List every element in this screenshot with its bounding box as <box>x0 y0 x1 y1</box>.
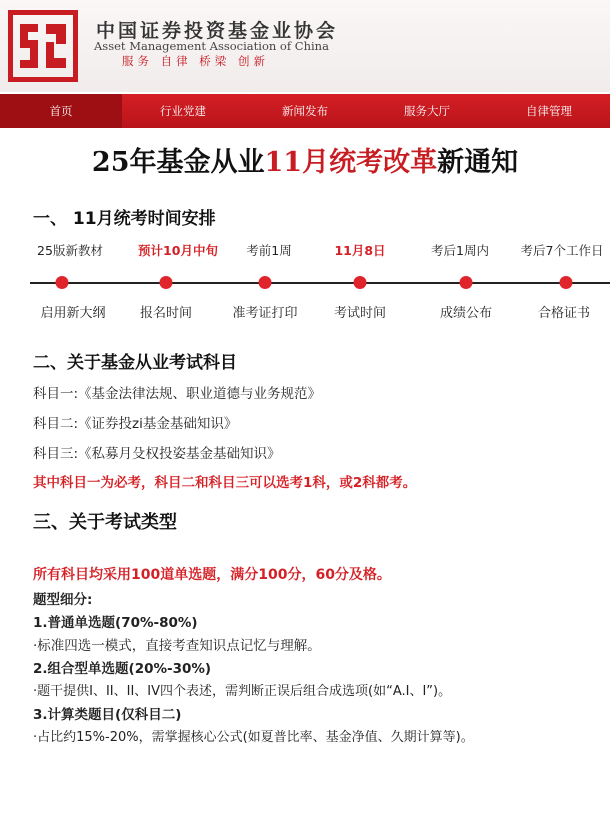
timeline-axis <box>30 282 610 284</box>
nav-item-self-regulation[interactable]: 自律管理 <box>526 104 572 118</box>
title-part-3: 新通知 <box>437 147 519 178</box>
nav-item-news[interactable]: 新闻发布 <box>282 104 328 118</box>
page-title <box>0 140 610 179</box>
timeline-top-label: 考后1周内 <box>431 243 489 258</box>
title-part-1: 25年基金从业 <box>91 147 265 178</box>
exam-type-line: ·占比约15%-20%，需掌握核心公式(如夏普比率、基金净值、久期计算等)。 <box>33 730 474 745</box>
timeline-top-label: 11月8日 <box>334 243 386 258</box>
exam-type-line: 2.组合型单选题(20%-30%) <box>33 661 212 677</box>
exam-type-line: 1.普通单选题(70%-80%) <box>33 615 198 631</box>
exam-type-highlight: 所有科目均采用100道单选题，满分100分，60分及格。 <box>33 567 391 583</box>
section-heading-schedule: 一、 11月统考时间安排 <box>33 209 216 229</box>
subject-line: 科目一:《基金法律法规、职业道德与业务规范》 <box>33 386 322 402</box>
nav-item-service[interactable]: 服务大厅 <box>404 104 450 118</box>
timeline-dot <box>56 276 69 289</box>
title-part-2: 11月统考改革 <box>264 147 438 178</box>
subject-note: 其中科目一为必考，科目二和科目三可以选考1科，或2科都考。 <box>33 475 417 491</box>
timeline-top-label: 25版新教材 <box>37 243 103 258</box>
amac-logo-icon <box>8 10 78 82</box>
timeline-bottom-label: 报名时间 <box>139 306 193 321</box>
section-heading-subjects: 二、关于基金从业考试科目 <box>33 353 237 373</box>
nav-item-home[interactable]: 首页 <box>0 94 122 128</box>
subject-line: 科目二:《证券投zi基金基础知识》 <box>33 416 238 432</box>
timeline-top-label: 预计10月中旬 <box>138 243 218 258</box>
timeline-dot <box>560 276 573 289</box>
org-name-en: Asset Management Association of China <box>94 39 329 53</box>
nav-item-party[interactable]: 行业党建 <box>160 104 206 118</box>
timeline-bottom-label: 启用新大纲 <box>40 306 106 321</box>
timeline-bottom-label: 准考证打印 <box>232 306 298 321</box>
timeline-top-label: 考后7个工作日 <box>520 243 604 258</box>
site-header <box>0 0 610 92</box>
exam-type-line: ·题干提供I、II、II、IV四个表述，需判断正误后组合成选项(如“A.I、I”)。 <box>33 684 452 699</box>
exam-type-line: ·标准四选一模式，直接考查知识点记忆与理解。 <box>33 638 321 654</box>
section-heading-exam-type: 三、关于考试类型 <box>33 512 177 533</box>
main-nav <box>0 94 610 128</box>
timeline-bottom-label: 成绩公布 <box>439 306 493 321</box>
org-slogan: 服务 自律 桥梁 创新 <box>122 54 269 68</box>
subject-line: 科目三:《私募月殳权投姿基金基础知识》 <box>33 446 281 462</box>
timeline-dot <box>354 276 367 289</box>
exam-type-line: 题型细分: <box>33 592 93 608</box>
exam-type-line: 3.计算类题目(仅科目二) <box>33 707 182 723</box>
timeline-bottom-label: 合格证书 <box>537 306 591 321</box>
timeline-dot <box>259 276 272 289</box>
exam-timeline <box>0 238 610 328</box>
timeline-bottom-label: 考试时间 <box>333 306 387 321</box>
timeline-top-label: 考前1周 <box>246 243 292 258</box>
org-name-cn: 中国证券投资基金业协会 <box>96 20 339 42</box>
timeline-dot <box>460 276 473 289</box>
timeline-dot <box>160 276 173 289</box>
